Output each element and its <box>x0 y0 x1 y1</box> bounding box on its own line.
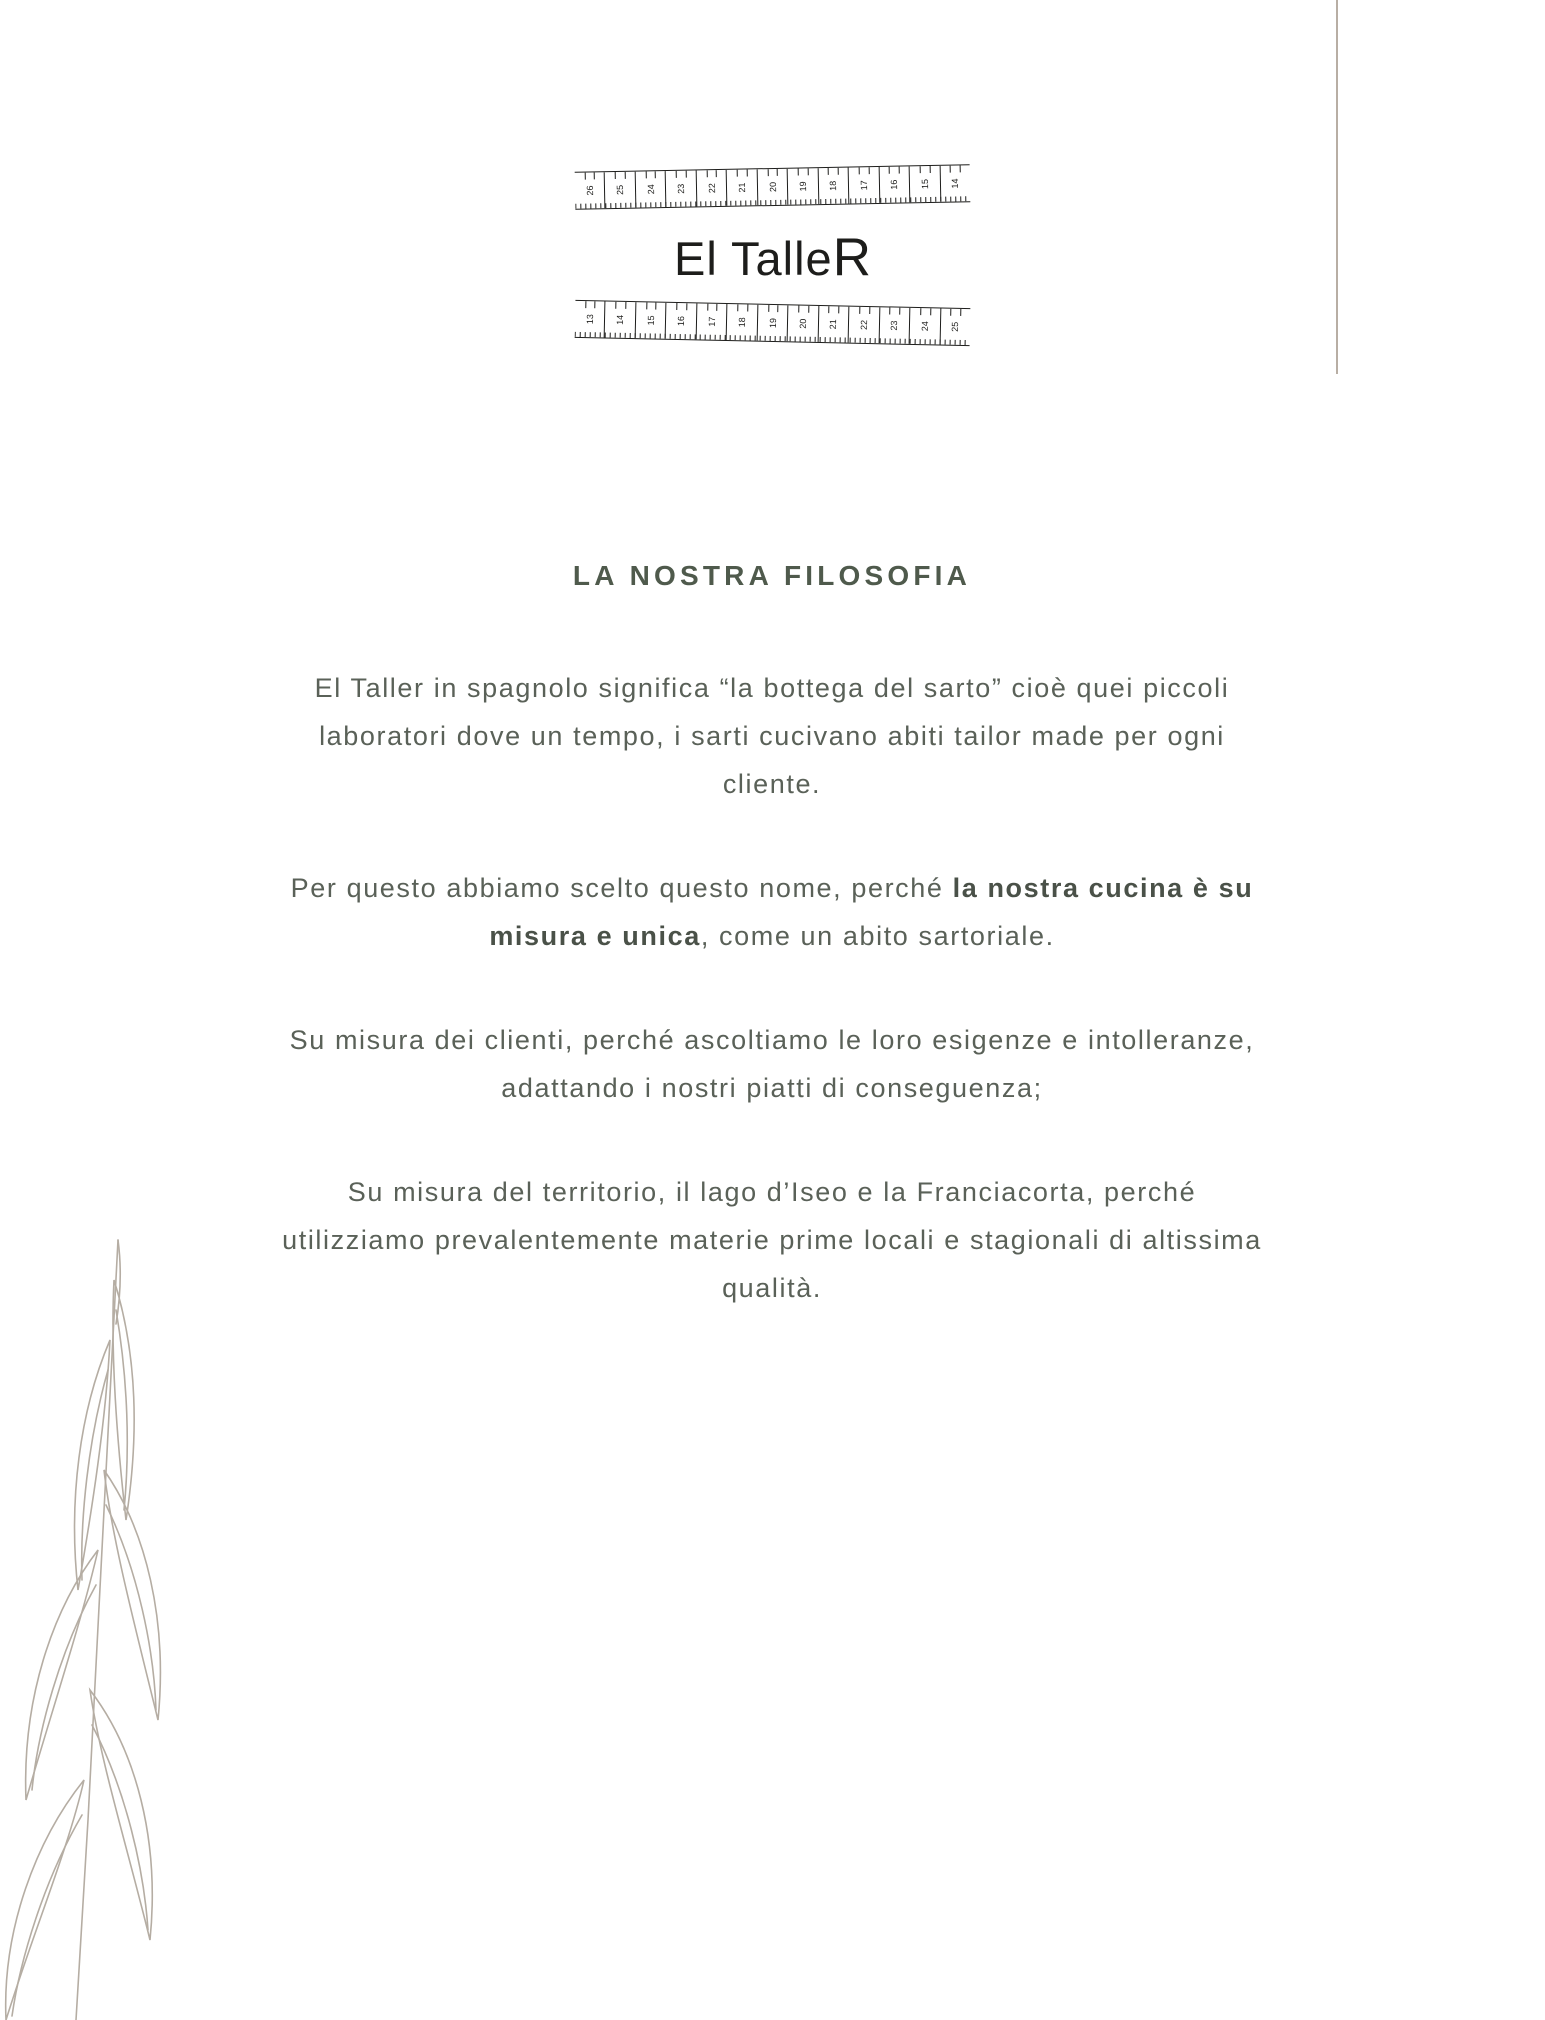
tape-number: 18 <box>736 317 748 328</box>
tape-number: 20 <box>797 318 809 329</box>
tape-number: 19 <box>797 181 809 192</box>
tape-number: 22 <box>706 183 717 194</box>
vertical-rule-decoration <box>1336 0 1338 374</box>
tape-number: 14 <box>950 178 961 189</box>
paragraph-territory: Su misura del territorio, il lago d’Iseo e la Franciacorta, perché utilizziamo prevalentemente materie prime locali e stagionali di altissima qualità. <box>282 1177 1262 1303</box>
tape-number: 16 <box>676 315 687 327</box>
measuring-tape-bottom-icon <box>575 300 971 346</box>
paragraph-name-reason-lead: Per questo abbiamo scelto questo nome, perché <box>290 873 953 903</box>
paragraph-meaning: El Taller in spagnolo significa “la bottega del sarto” cioè quei piccoli laboratori dove un tempo, i sarti cucivano abiti tailor made per ogni cliente. <box>314 673 1230 799</box>
tape-number: 24 <box>645 184 656 195</box>
page-title: LA NOSTRA FILOSOFIA <box>572 560 972 591</box>
wordmark-main: El Talle <box>674 231 833 285</box>
wordmark-accent: R <box>832 227 871 287</box>
tape-number: 21 <box>828 319 839 330</box>
tape-number: 14 <box>615 314 626 325</box>
philosophy-section <box>272 560 1272 1312</box>
tape-number: 17 <box>706 316 717 327</box>
paragraph-name-reason-emphasis: la nostra cucina è su misura e unica <box>489 873 1254 951</box>
wheat-grass-illustration <box>0 1220 340 2020</box>
tape-number: 15 <box>645 315 656 326</box>
tape-number: 23 <box>676 183 687 194</box>
tape-number: 23 <box>889 320 900 331</box>
tape-number: 16 <box>889 179 900 190</box>
wordmark <box>575 212 970 302</box>
tape-number: 20 <box>767 181 778 193</box>
tape-number: 22 <box>858 319 870 331</box>
tape-number: 21 <box>736 182 748 193</box>
tape-number: 19 <box>767 317 778 329</box>
tape-number: 26 <box>584 185 595 196</box>
paragraph-name-reason-tail: , come un abito sartoriale. <box>700 921 1055 951</box>
paragraph-name-reason <box>272 864 1272 960</box>
wordmark-text <box>674 227 871 288</box>
tape-number: 24 <box>919 321 930 332</box>
measuring-tape-top-icon <box>575 164 971 210</box>
tape-number: 25 <box>950 321 961 332</box>
paragraph-clients: Su misura dei clienti, perché ascoltiamo le loro esigenze e intolleranze, adattando i nostri piatti di conseguenza; <box>289 1025 1255 1103</box>
tape-number: 13 <box>584 314 595 325</box>
tape-number: 25 <box>615 184 626 196</box>
tape-number: 15 <box>919 178 930 190</box>
tape-number: 18 <box>828 180 839 191</box>
tape-number: 17 <box>858 180 870 191</box>
brand-logo <box>575 168 970 368</box>
